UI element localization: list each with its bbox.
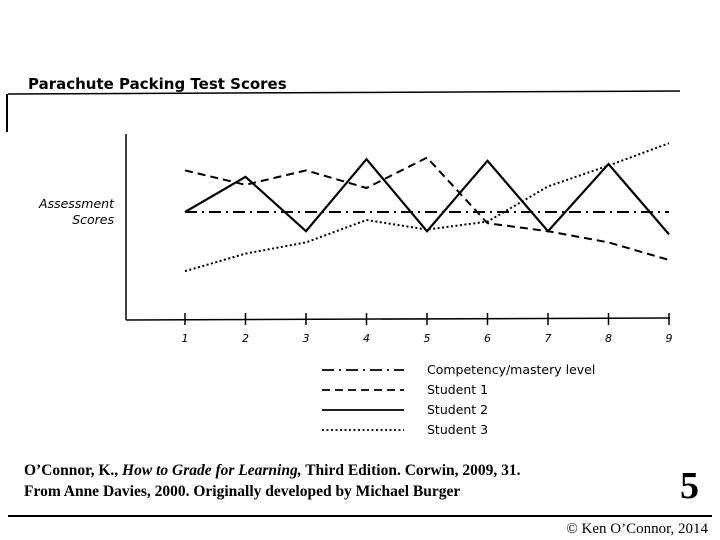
legend-label-student-1: Student 1 [427,382,489,397]
x-tick-label: 5 [423,332,431,345]
x-tick-label: 3 [302,332,310,345]
citation-publisher: Third Edition. Corwin, 2009, 31. [301,462,521,479]
legend-label-competency-mastery-level: Competency/mastery level [427,362,596,377]
x-tick-label: 8 [605,332,612,345]
scan-frame [7,91,680,132]
citation [24,460,664,502]
y-axis-label-line2: Scores [72,212,114,227]
y-axis-label-line1: Assessment [39,196,114,211]
slide-number: 5 [680,465,699,507]
x-tick-label: 1 [181,332,189,345]
x-tick-label: 7 [544,332,552,345]
legend [322,362,595,437]
x-axis-line [126,318,670,320]
copyright: © Ken O’Connor, 2014 [566,521,708,537]
axes [126,134,670,320]
citation-author: O’Connor, K., [24,462,123,479]
chart-title: Parachute Packing Test Scores [28,75,287,93]
series-lines [185,143,669,271]
footer-rule [8,515,712,517]
citation-book-title: How to Grade for Learning, [122,462,302,479]
x-tick-label: 6 [484,332,491,345]
series-line-student-1 [185,158,669,260]
x-tick-label: 9 [665,332,673,345]
x-tick-label: 4 [363,332,370,345]
citation-line-2: From Anne Davies, 2000. Originally developed by Michael Burger [24,483,461,500]
legend-label-student-2: Student 2 [427,402,489,417]
legend-label-student-3: Student 3 [427,422,489,437]
citation-line-1 [24,460,664,481]
series-line-student-3 [185,143,669,271]
x-tick-label: 2 [242,332,249,345]
